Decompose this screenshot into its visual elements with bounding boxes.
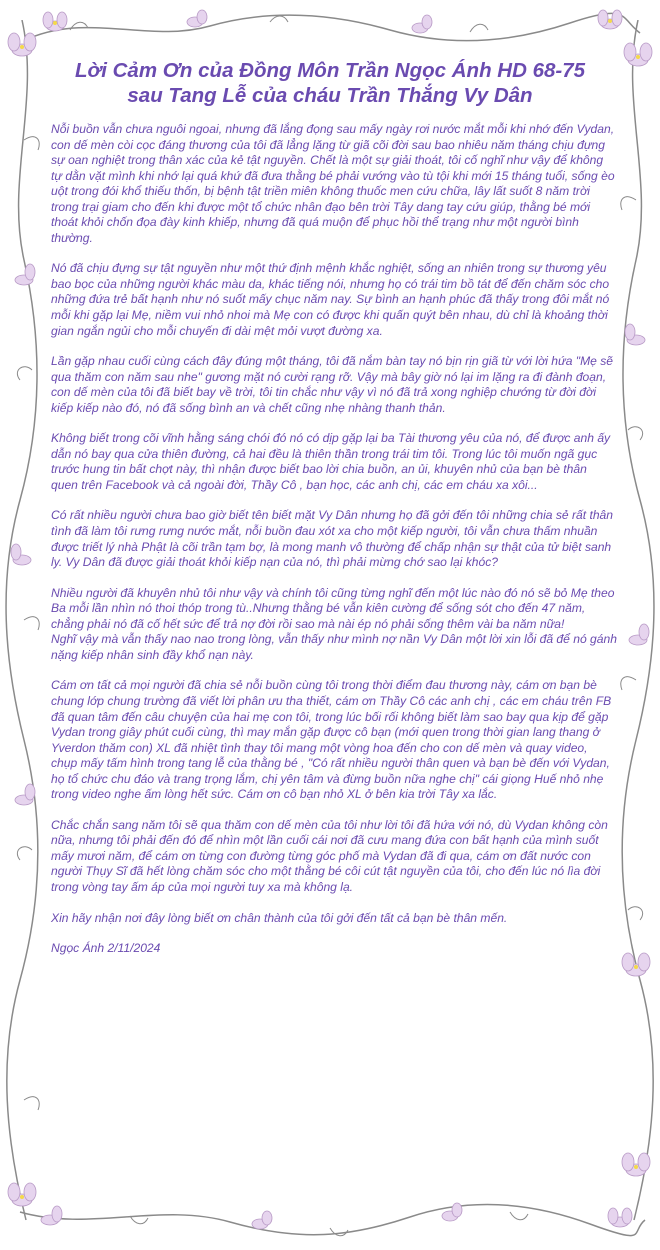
paragraph-4: Không biết trong cõi vĩnh hằng sáng chói đó nó có dịp gặp lại ba Tài thương yêu của nó, để được anh ấy dẫn nó bay qua cửa thiên đường, cả hai đều là thiên thần trong trái tim tôi. Trong lúc tôi muốn ngã gục trước hung tin bất chợt này, thì nhận được biết bao lời chia buồn, an ủi, khuyên nhủ của bạn bè thân quen trên Facebook và cả ngoài đời, Thầy Cô , bạn học, các anh chị, các em cháu xa xôi... (51, 431, 611, 492)
paragraph-6: Nhiều người đã khuyên nhủ tôi như vậy và chính tôi cũng từng nghĩ đến một lúc nào đó nó sẽ bỏ Mẹ theo Ba mỗi lần nhìn nó thoi thóp trong tù..Nhưng thằng bé vẫn kiên cường để sống sót cho đến 47 năm, chẳng phải nó đã cố hết sức để trả nợ đời rồi sao mà nài ép nó phải sống thêm vài ba năm nữa! (51, 585, 615, 631)
paragraph-3: Lần gặp nhau cuối cùng cách đây đúng một tháng, tôi đã nắm bàn tay nó bịn rịn giã từ với lời hứa "Mẹ sẽ qua thăm con năm sau nhe" gương mặt nó cười rạng rỡ. Vậy mà bây giờ nó lại im lặng ra đi đành đoạn, con dế mèn của tôi đã biết bay về trời, tôi tin chắc như vậy vì nó đã trả xong nghiệp chướng từ đời đời kiếp kiếp nào đó, nó đã sống bình an và chết cũng nhẹ nhàng thanh thản. (51, 354, 614, 415)
title-line-1: Lời Cảm Ơn của Đồng Môn Trần Ngọc Ánh HD 68-75 (74, 59, 586, 82)
floral-vine-left-border (0, 20, 48, 1240)
title-line-2: sau Tang Lễ của cháu Trần Thắng Vy Dân (127, 84, 533, 107)
paragraph-1: Nỗi buồn vẫn chưa nguôi ngoai, nhưng đã lắng đọng sau mấy ngày rơi nước mắt mỗi khi nhớ đến Vydan, con dế mèn còi cọc đáng thương của tôi đã lẳng lặng từ giã cõi đời sau bao nhiêu năm tháng chịu đựng sự oan nghiệt trong thân xác của kẻ tật nguyền. Chết là một sự giải thoát, tôi cố nghĩ như vậy để không tự dằn vặt mình khi nhớ lại quá khứ đã đưa thằng bé phải vướng vào tù tội khi mới 15 tháng tuổi, sống èo uột trong đói khổ thiếu thốn, bị bệnh tật triền miên không thuốc men cứu chữa, lây lất suốt 8 năm trời trong trại giam cho đến khi được một tổ chức nhân đạo bên trời Tây dang tay cứu giúp, thằng bé mới thoát khỏi chốn đọa đày kinh khiếp, nhưng đã quá muộn để phục hồi thể trạng như một người bình thường. (51, 122, 615, 245)
paragraph-9: Chắc chắn sang năm tôi sẽ qua thăm con dế mèn của tôi như lời tôi đã hứa với nó, dù Vydan không còn nữa, nhưng tôi phải đến đó để nhìn một lần cuối cái nơi đã cưu mang đứa con bất hạnh của mình suốt mấy mươi năm, để cám ơn từng con đường từng góc phố mà Vydan đã đi qua, cám ơn đất nước con người Thụy Sĩ đã hết lòng chăm sóc cho một thằng bé côi cút tật nguyền của tôi, cho đến lúc nó lìa đời trong vòng tay ấm áp của mọi người tuy xa mà không lạ. (51, 817, 608, 894)
letter-body (51, 122, 617, 972)
paragraph-8: Cám ơn tất cả mọi người đã chia sẻ nỗi buồn cùng tôi trong thời điểm đau thương này, cám ơn bạn bè chung lớp chung trường đã viết lời phân ưu tha thiết, cám ơn Thầy Cô các anh chị , các em cháu trên FB đã quan tâm đến câu chuyện của hai mẹ con tôi, trong lúc bối rối không biết làm sao bay qua kịp để gặp Vydan trong giây phút cuối cùng, thì may mắn gặp được cô bạn (mới quen trong thời gian lang thang ở Yverdon thăm con) XL đã nhiệt tình thay tôi mang một vòng hoa đến cho con dế mèn và quay video, chụp mấy tấm hình trong tang lễ của thằng bé , "Có rất nhiều người thân quen và bạn bè đến với Vydan, họ tổ chức chu đáo và trang trọng lắm, chị yên tâm và đừng buồn nữa nghe chị" cái giọng Huế nhỏ nhẹ trong video nghe ấm lòng hết sức. Cám ơn cô bạn nhỏ XL ở bên kia trời Tây xa lắc. (51, 678, 612, 802)
floral-vine-top-border (10, 8, 650, 48)
paragraph-2: Nó đã chịu đựng sự tật nguyền như một thứ định mệnh khắc nghiệt, sống an nhiên trong sự thương yêu bao bọc của những người khác màu da, khác tiếng nói, nhưng họ có trái tim bồ tát để đến chăm sóc cho những đứa trẻ bất hạnh như nó suốt mấy chục năm nay. Sự bình an hạnh phúc đã thấy trong đôi mắt nó mỗi khi gặp lại Mẹ, niềm vui nhỏ nhoi mà Mẹ con có được khi quấn quýt bên nhau, dù chỉ là khoảng thời gian ngắn ngủi cho mỗi chuyến đi dài mệt mỏi vượt đường xa. (51, 261, 610, 338)
paragraph-5: Có rất nhiều người chưa bao giờ biết tên biết mặt Vy Dân nhưng họ đã gởi đến tôi những chia sẻ rất thân tình đã làm tôi rưng rưng nước mắt, nỗi buồn đau xót xa cho một kiếp người, tôi vẫn chưa thấm nhuần được triết lý nhà Phật là cõi trần tạm bợ, là mong manh vô thường để chấp nhận sự thật của tử biệt sanh ly. Vy Dân đã được giải thoát khỏi kiếp nạn của nó, thì phải mừng chớ sao lại khóc? (51, 508, 613, 570)
paragraph-10: Xin hãy nhận nơi đây lòng biết ơn chân thành của tôi gởi đến tất cả bạn bè thân mến. (51, 910, 508, 925)
floral-vine-bottom-border (10, 1192, 650, 1242)
paragraph-7: Nghĩ vậy mà vẫn thấy nao nao trong lòng, vẫn thấy như mình nợ nần Vy Dân một lời xin lỗi đã để nó gánh nặng kiếp nhân sinh đầy khổ nạn này. (51, 632, 617, 662)
letter-title (40, 58, 620, 108)
floral-vine-right-border (612, 20, 660, 1240)
signature: Ngọc Ánh 2/11/2024 (51, 941, 161, 956)
